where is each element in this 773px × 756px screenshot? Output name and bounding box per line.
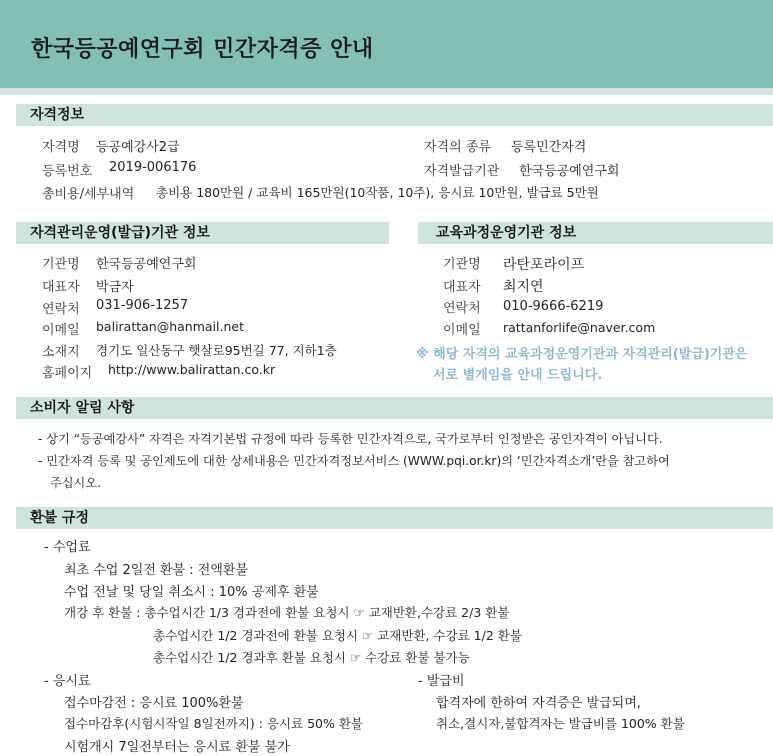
qual-type-value: 등록민간자격 bbox=[511, 140, 587, 155]
exam-title: - 응시료 bbox=[44, 674, 91, 689]
edu-email-value: rattanforlife@naver.com bbox=[503, 320, 656, 335]
manager-phone-label: 연락처 bbox=[42, 302, 80, 317]
refund-section-header bbox=[16, 507, 773, 529]
qual-regno-label: 등록번호 bbox=[42, 164, 93, 179]
page-header bbox=[0, 0, 773, 88]
edu-name-value: 라탄포라이프 bbox=[503, 257, 585, 273]
exam-item-2: 접수마감후(시험시작일 8일전까지) : 응시료 50% 환불 bbox=[64, 716, 363, 731]
education-note-line1: ※ 해당 자격의 교육과정운영기관과 자격관리(발급)기관은 bbox=[416, 347, 748, 362]
consumer-notice-line2: - 민간자격 등록 및 공인제도에 대한 상세내용은 민간자격정보서비스 (WWW.pqi.or.kr)의 ‘민간자격소개’란을 참고하여 bbox=[38, 454, 670, 468]
header-divider bbox=[0, 88, 773, 95]
issue-fee-item-1: 합격자에 한하여 자격증은 발급되며, bbox=[436, 696, 641, 711]
education-note-line2: 서로 별개임을 안내 드립니다. bbox=[433, 368, 603, 383]
exam-item-1: 접수마감전 : 응시료 100%환불 bbox=[64, 696, 244, 711]
issue-fee-title: - 발급비 bbox=[418, 674, 465, 689]
edu-rep-value: 최지연 bbox=[503, 279, 544, 295]
edu-phone-value: 010-9666-6219 bbox=[503, 299, 604, 314]
refund-heading: 환불 규정 bbox=[30, 510, 89, 526]
tuition-item-3: 개강 후 환불 : 총수업시간 1/3 경과전에 환불 요청시 ☞ 교재반환,수강료 2/3 환불 bbox=[64, 605, 510, 620]
qual-name-value: 등공예강사2급 bbox=[96, 140, 180, 155]
tuition-item-4: 총수업시간 1/2 경과전에 환불 요청시 ☞ 교재반환, 수강료 1/2 환불 bbox=[153, 628, 522, 643]
edu-phone-label: 연락처 bbox=[443, 301, 481, 316]
education-section-header bbox=[418, 222, 773, 244]
manager-heading: 자격관리운영(발급)기관 정보 bbox=[30, 225, 210, 241]
qual-cost-label: 총비용/세부내역 bbox=[42, 187, 135, 202]
edu-name-label: 기관명 bbox=[443, 257, 481, 272]
qual-cost-value: 총비용 180만원 / 교육비 165만원(10작품, 10주), 응시료 10만원, 발급료 5만원 bbox=[156, 185, 599, 200]
tuition-item-5: 총수업시간 1/2 경과후 환불 요청시 ☞ 수강료 환불 불가능 bbox=[153, 650, 470, 665]
qual-name-label: 자격명 bbox=[42, 140, 80, 155]
manager-name-value: 한국등공예연구회 bbox=[96, 257, 197, 272]
manager-phone-value: 031-906-1257 bbox=[96, 298, 189, 313]
qual-regno-value: 2019-006176 bbox=[109, 160, 197, 175]
manager-homepage-label: 홈페이지 bbox=[42, 366, 93, 381]
manager-email-label: 이메일 bbox=[42, 323, 80, 338]
qualification-heading: 자격정보 bbox=[30, 107, 85, 123]
tuition-item-2: 수업 전날 및 당일 취소시 : 10% 공제후 환불 bbox=[64, 585, 319, 600]
consumer-section-header bbox=[16, 397, 773, 419]
manager-section-header bbox=[16, 222, 389, 244]
qual-issuer-value: 한국등공예연구회 bbox=[519, 164, 620, 179]
issue-fee-item-2: 취소,결시자,불합격자는 발급비를 100% 환불 bbox=[436, 716, 685, 731]
consumer-heading: 소비자 알림 사항 bbox=[30, 400, 135, 416]
exam-item-3: 시험개시 7일전부터는 응시료 환불 불가 bbox=[64, 740, 290, 755]
consumer-notice-line3: 주십시오. bbox=[50, 476, 101, 490]
education-heading: 교육과정운영기관 정보 bbox=[436, 225, 577, 241]
qual-issuer-label: 자격발급기관 bbox=[424, 164, 500, 179]
manager-email-value: balirattan@hanmail.net bbox=[96, 319, 244, 334]
qualification-section-header bbox=[16, 104, 773, 126]
manager-rep-value: 박금자 bbox=[96, 280, 134, 295]
page-title: 한국등공예연구회 민간자격증 안내 bbox=[31, 37, 374, 62]
manager-name-label: 기관명 bbox=[42, 257, 80, 272]
tuition-title: - 수업료 bbox=[44, 540, 91, 555]
manager-address-value: 경기도 일산동구 햇살로95번길 77, 지하1층 bbox=[96, 343, 337, 358]
manager-homepage-value: http://www.balirattan.co.kr bbox=[108, 362, 276, 377]
manager-address-label: 소재지 bbox=[42, 345, 80, 360]
qual-type-label: 자격의 종류 bbox=[424, 140, 491, 155]
tuition-item-1: 최초 수업 2일전 환불 : 전액환불 bbox=[64, 563, 249, 578]
edu-rep-label: 대표자 bbox=[443, 280, 481, 295]
manager-rep-label: 대표자 bbox=[42, 280, 80, 295]
edu-email-label: 이메일 bbox=[443, 323, 481, 338]
consumer-notice-line1: - 상기 “등공예강사” 자격은 자격기본법 규정에 따라 등록한 민간자격으로, 국가로부터 인정받은 공인자격이 아닙니다. bbox=[38, 432, 663, 446]
